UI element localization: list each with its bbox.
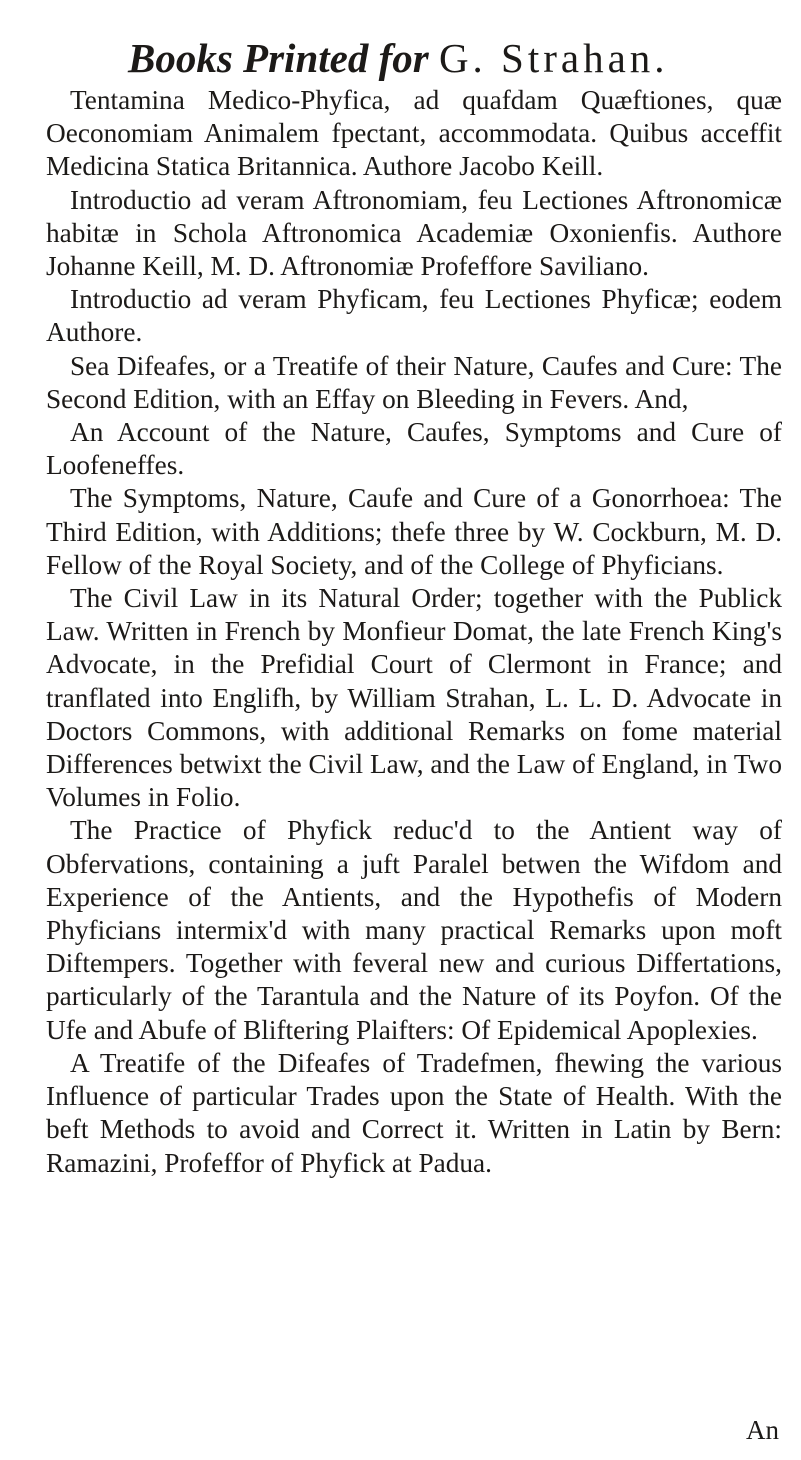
book-entry-astronomiam: Introductio ad veram Aftronomiam, feu Lectiones Aftronomicæ habitæ in Schola Aftronomica Academiæ Oxonienfis. Authore Johanne Keill, M. D. Aftronomiæ Profeffore Saviliano.: [46, 184, 782, 282]
header-title-italic: Books Printed for: [128, 35, 429, 81]
book-entry-practice-of-physick: The Practice of Phyfick reduc'd to the Antient way of Obfervations, containing a juft Paralel betwen the Wifdom and Experience of the Antients, and the Hypothefis of Modern Phyficians intermix'd with many practical Remarks upon moft Diftempers. Together with feveral new and curious Differtations, particularly of the Tarantula and the Nature of its Poyfon. Of the Ufe and Abufe of Bliftering Plaifters: Of Epidemical Apoplexies.: [46, 815, 782, 1045]
book-entry-loosenesses: An Account of the Nature, Caufes, Symptoms and Cure of Loofeneffes.: [46, 417, 782, 481]
book-entry-sea-diseases: Sea Difeafes, or a Treatife of their Nature, Caufes and Cure: The Second Edition, with an Effay on Bleeding in Fevers. And,: [46, 350, 782, 414]
book-entry-civil-law: The Civil Law in its Natural Order; together with the Publick Law. Written in French by Monfieur Domat, the late French King's Advocate, in the Prefidial Court of Clermont in France; and tranflated into Englifh, by William Strahan, L. L. D. Advocate in Doctors Commons, with additional Remarks on fome material Differences betwixt the Civil Law, and the Law of England, in Two Volumes in Folio.: [46, 583, 782, 813]
book-entry-physicam: Introductio ad veram Phyficam, feu Lectiones Phyficæ; eodem Authore.: [46, 284, 782, 348]
book-entry-diseases-of-tradesmen: A Treatife of the Difeafes of Tradefmen, fhewing the various Influence of particular Trades upon the State of Health. With the beft Methods to avoid and Correct it. Written in Latin by Bern: Ramazini, Profeffor of Phyfick at Padua.: [46, 1047, 782, 1178]
book-entry-gonorrhoea: The Symptoms, Nature, Caufe and Cure of a Gonorrhoea: The Third Edition, with Additions; thefe three by W. Cockburn, M. D. Fellow of the Royal Society, and of the College of Phyficians.: [46, 483, 782, 580]
header-publisher-name: G. Strahan.: [438, 35, 669, 81]
page-header: [128, 34, 669, 82]
book-entry-tentamina: Tentamina Medico-Phyfica, ad quafdam Quæftiones, quæ Oeconomiam Animalem fpectant, accommodata. Quibus acceffit Medicina Statica Britannica. Authore Jacobo Keill.: [46, 85, 782, 182]
book-list: [46, 84, 782, 1180]
catchword: An: [746, 1415, 779, 1445]
